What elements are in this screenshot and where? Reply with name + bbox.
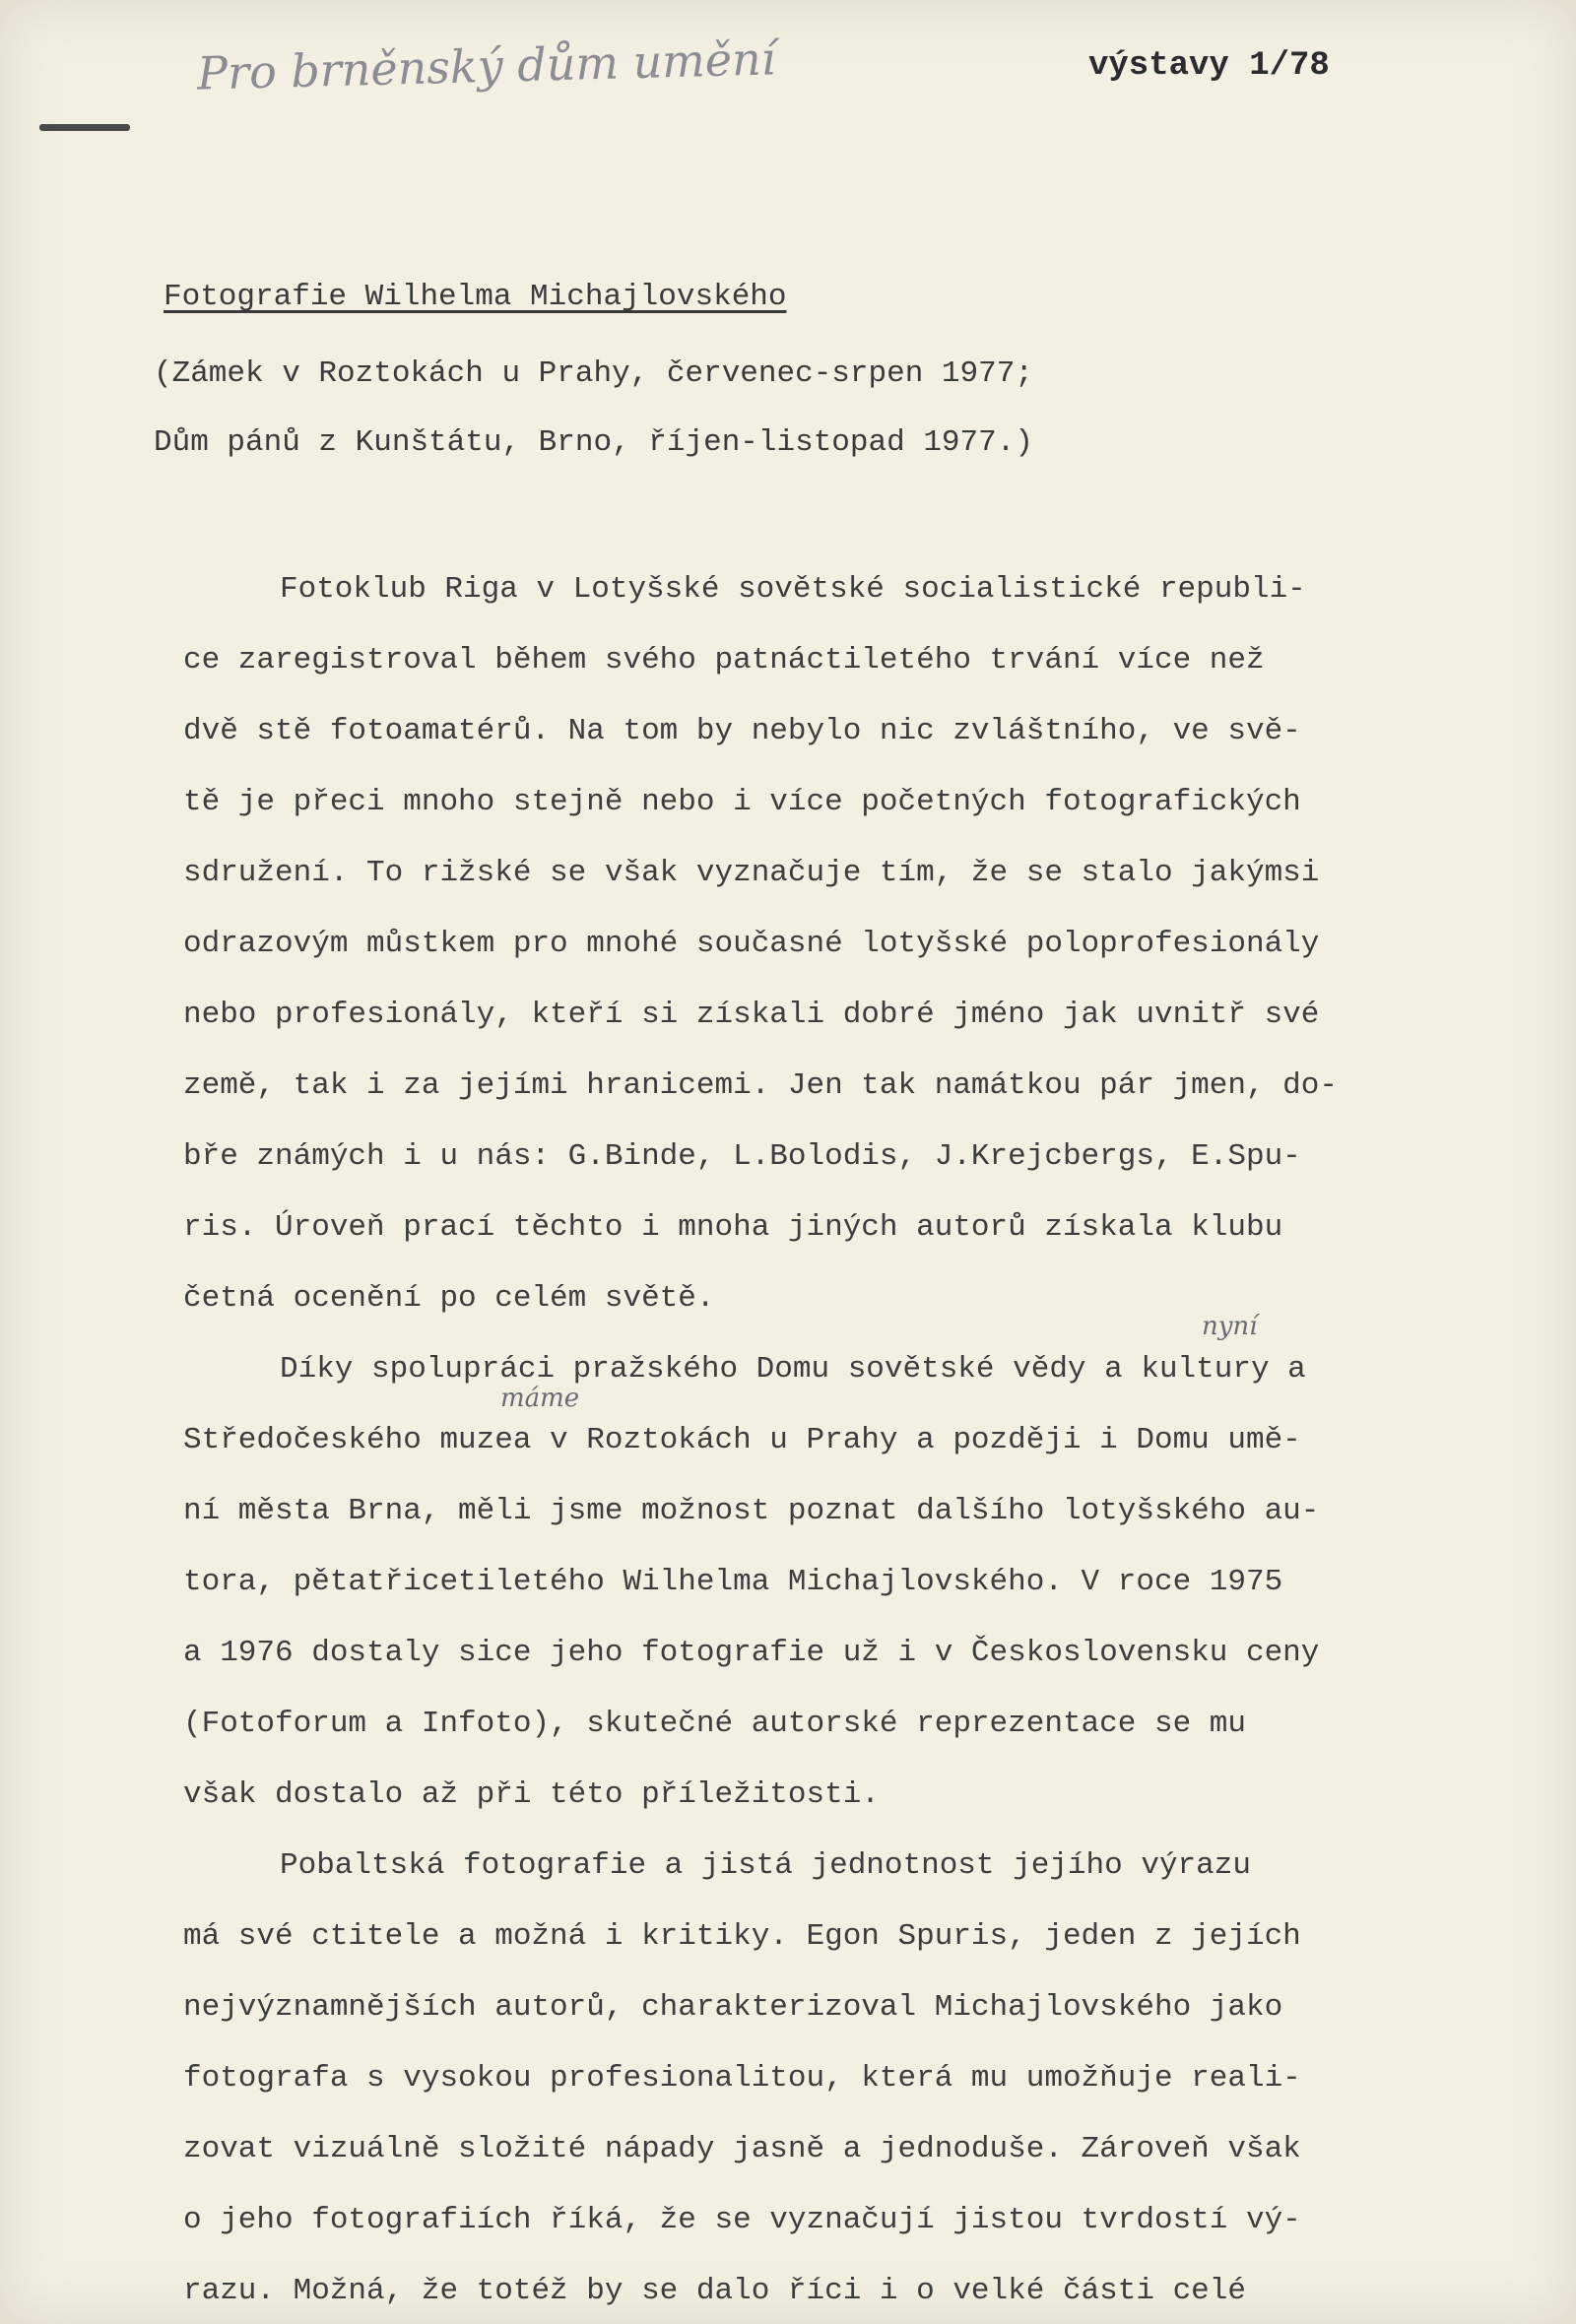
text-line: ris. Úroveň prací těchto i mnoha jiných autorů získala klubu <box>183 1210 1283 1245</box>
text-line: ce zaregistroval během svého patnáctiletého trvání více než <box>183 643 1265 678</box>
text-line: Středočeského muzea v Roztokách u Prahy a později i Domu umě- <box>183 1423 1301 1457</box>
interlinear-correction: máme <box>500 1384 580 1413</box>
text-line: četná ocenění po celém světě. <box>183 1281 715 1316</box>
text-line: Díky spolupráci pražského Domu sovětské vědy a kultury a <box>280 1352 1306 1387</box>
staple-mark <box>39 124 130 131</box>
text-line: však dostalo až při této příležitosti. <box>183 1777 880 1812</box>
subtitle-line: Dům pánů z Kunštátu, Brno, říjen-listopad 1977.) <box>154 425 1033 460</box>
text-line: země, tak i za jejími hranicemi. Jen tak namátkou pár jmen, do- <box>183 1068 1338 1103</box>
text-line: nebo profesionály, kteří si získali dobré jméno jak uvnitř své <box>183 998 1320 1032</box>
body-text <box>183 554 1503 2324</box>
interlinear-correction: nyní <box>1202 1312 1258 1341</box>
handwritten-note: Pro brněnský dům umění <box>196 32 776 100</box>
text-line: má své ctitele a možná i kritiky. Egon Spuris, jeden z jejích <box>183 1919 1301 1954</box>
text-line: odrazovým můstkem pro mnohé současné lotyšské poloprofesionály <box>183 927 1320 961</box>
text-line: Fotoklub Riga v Lotyšské sovětské socialistické republi- <box>280 572 1306 607</box>
text-line: Pobaltská fotografie a jistá jednotnost jejího výrazu <box>280 1848 1251 1883</box>
text-line: dvě stě fotoamatérů. Na tom by nebylo nic zvláštního, ve svě- <box>183 714 1301 748</box>
document-title: Fotografie Wilhelma Michajlovského <box>164 280 787 314</box>
text-line: razu. Možná, že totéž by se dalo říci i o velké části celé <box>183 2274 1246 2308</box>
text-line: zovat vizuálně složité nápady jasně a jednoduše. Zároveň však <box>183 2132 1301 2166</box>
text-line: bře známých i u nás: G.Binde, L.Bolodis, J.Krejcbergs, E.Spu- <box>183 1139 1301 1174</box>
subtitle-line: (Zámek v Roztokách u Prahy, červenec-srpen 1977; <box>154 356 1033 391</box>
text-line: a 1976 dostaly sice jeho fotografie už i v Československu ceny <box>183 1636 1320 1670</box>
header-reference: výstavy 1/78 <box>1088 47 1330 85</box>
text-line: nejvýznamnějších autorů, charakterizoval Michajlovského jako <box>183 1990 1283 2025</box>
text-line: fotografa s vysokou profesionalitou, která mu umožňuje reali- <box>183 2061 1301 2096</box>
text-line: (Fotoforum a Infoto), skutečné autorské reprezentace se mu <box>183 1707 1246 1741</box>
text-line: o jeho fotografiích říká, že se vyznačují jistou tvrdostí vý- <box>183 2203 1301 2237</box>
text-line: tě je přeci mnoho stejně nebo i více početných fotografických <box>183 785 1301 819</box>
text-line: tora, pětatřicetiletého Wilhelma Michajlovského. V roce 1975 <box>183 1565 1283 1599</box>
text-line: ní města Brna, měli jsme možnost poznat dalšího lotyšského au- <box>183 1494 1320 1528</box>
text-line: sdružení. To rižské se však vyznačuje tím, že se stalo jakýmsi <box>183 856 1320 890</box>
